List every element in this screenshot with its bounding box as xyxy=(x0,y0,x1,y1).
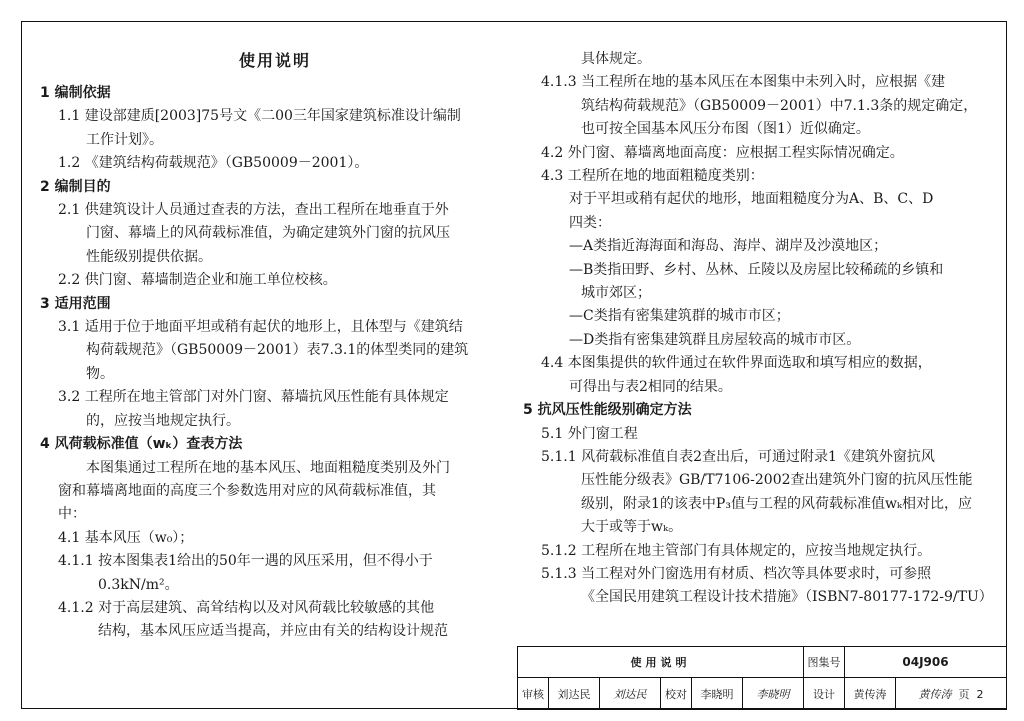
text-line: 本图集通过工程所在地的基本风压、地面粗糙度类别及外门 xyxy=(86,459,450,476)
text-line: 4.3 工程所在地的地面粗糙度类别： xyxy=(541,168,764,185)
section-heading: 1 编制依据 xyxy=(40,85,111,101)
left-column xyxy=(40,48,510,644)
atlas-number-label: 图集号 xyxy=(804,647,845,678)
text-line: 2.1 供建筑设计人员通过查表的方法，查出工程所在地垂直于外 xyxy=(58,202,449,219)
section-heading: 4 风荷载标准值（wₖ）查表方法 xyxy=(40,436,243,453)
text-line: 压性能分级表》GB/T7106-2002查出建筑外门窗的抗风压性能 xyxy=(581,472,973,489)
atlas-number: 04J906 xyxy=(845,647,1007,678)
text-line: 结构，基本风压应适当提高，并应由有关的结构设计规范 xyxy=(98,623,448,640)
designer-signature-text: 黄传涛 xyxy=(918,687,952,701)
text-line: 工作计划》。 xyxy=(86,131,163,148)
text-line: 也可按全国基本风压分布图（图1）近似确定。 xyxy=(581,121,870,138)
reviewer-signature: 刘达民 xyxy=(600,678,661,710)
page-label: 页 xyxy=(958,687,970,701)
checker-signature: 李晓明 xyxy=(743,678,804,710)
text-line: 0.3kN/m²。 xyxy=(98,576,179,593)
text-line: 门窗、幕墙上的风荷载标准值，为确定建筑外门窗的抗风压 xyxy=(86,225,450,242)
text-line: 1.2 《建筑结构荷载规范》（GB50009－2001）。 xyxy=(58,155,369,172)
text-line: 2.2 供门窗、幕墙制造企业和施工单位校核。 xyxy=(58,272,337,289)
left-text-body xyxy=(40,82,510,644)
text-line: 对于平坦或稍有起伏的地形，地面粗糙度分为A、B、C、D xyxy=(569,191,934,208)
text-line: 4.1.2 对于高层建筑、高耸结构以及对风荷载比较敏感的其他 xyxy=(58,599,435,616)
text-line: —D类指有密集建筑群且房屋较高的城市市区。 xyxy=(569,331,861,348)
reviewer-name: 刘达民 xyxy=(549,678,600,710)
text-line: 3.1 适用于位于地面平坦或稍有起伏的地形上，且体型与《建筑结 xyxy=(58,319,463,336)
page-number: 2 xyxy=(976,687,984,701)
text-line: 级别，附录1的该表中P₃值与工程的风荷载标准值wₖ相对比，应 xyxy=(581,495,973,512)
text-line: 5.1 外门窗工程 xyxy=(541,425,638,442)
text-line: —B类指田野、乡村、丛林、丘陵以及房屋比较稀疏的乡镇和 xyxy=(569,261,944,278)
text-line: 1.1 建设部建质[2003]75号文《二00三年国家建筑标准设计编制 xyxy=(58,108,461,125)
text-line: 4.1 基本风压（w₀）； xyxy=(58,529,194,546)
text-line: 中： xyxy=(58,506,86,523)
text-line: 可得出与表2相同的结果。 xyxy=(569,378,732,395)
text-line: 的，应按当地规定执行。 xyxy=(86,412,240,429)
text-line: 4.4 本图集提供的软件通过在软件界面选取和填写相应的数据， xyxy=(541,355,932,372)
design-label: 设计 xyxy=(804,678,845,710)
text-line: 物。 xyxy=(86,365,114,382)
document-title: 使用说明 xyxy=(238,51,311,70)
text-line: 大于或等于wₖ。 xyxy=(581,519,683,536)
text-line: 性能级别提供依据。 xyxy=(86,248,212,265)
section-heading: 2 编制目的 xyxy=(40,178,111,195)
text-line: 5.1.3 当工程对外门窗选用有材质、档次等具体要求时，可参照 xyxy=(541,565,932,582)
title-block xyxy=(517,646,1007,709)
text-line: 构荷载规范》（GB50009－2001）表7.3.1的体型类同的建筑 xyxy=(86,342,469,359)
text-line: 《全国民用建筑工程设计技术措施》（ISBN7-80177-172-9/TU） xyxy=(581,589,993,606)
text-line: 5.1.1 风荷载标准值自表2查出后，可通过附录1《建筑外窗抗风 xyxy=(541,448,935,465)
designer-signature xyxy=(896,678,1007,710)
text-line: 具体规定。 xyxy=(581,51,651,67)
right-column xyxy=(523,48,993,610)
section-heading: 5 抗风压性能级别确定方法 xyxy=(523,402,692,419)
text-line: —A类指近海海面和海岛、海岸、湖岸及沙漠地区； xyxy=(569,238,888,255)
text-line: 窗和幕墙离地面的高度三个参数选用对应的风荷载标准值，其 xyxy=(58,482,436,499)
text-line: 3.2 工程所在地主管部门对外门窗、幕墙抗风压性能有具体规定 xyxy=(58,389,449,406)
checker-name: 李晓明 xyxy=(692,678,743,710)
review-label: 审核 xyxy=(518,678,549,710)
check-label: 校对 xyxy=(661,678,692,710)
section-heading: 3 适用范围 xyxy=(40,295,111,312)
designer-name: 黄传涛 xyxy=(845,678,896,710)
text-line: 4.1.1 按本图集表1给出的50年一遇的风压采用，但不得小于 xyxy=(58,553,433,570)
text-line: 5.1.2 工程所在地主管部门有具体规定的，应按当地规定执行。 xyxy=(541,542,932,559)
text-line: 筑结构荷载规范》（GB50009－2001）中7.1.3条的规定确定， xyxy=(581,97,978,114)
title-block-title: 使用说明 xyxy=(518,647,804,678)
text-line: —C类指有密集建筑群的城市市区； xyxy=(569,308,790,325)
text-line: 四类： xyxy=(569,214,611,231)
text-line: 城市郊区； xyxy=(581,285,651,302)
right-text-body xyxy=(523,48,993,610)
text-line: 4.1.3 当工程所在地的基本风压在本图集中未列入时，应根据《建 xyxy=(541,74,946,91)
text-line: 4.2 外门窗、幕墙离地面高度：应根据工程实际情况确定。 xyxy=(541,144,904,161)
